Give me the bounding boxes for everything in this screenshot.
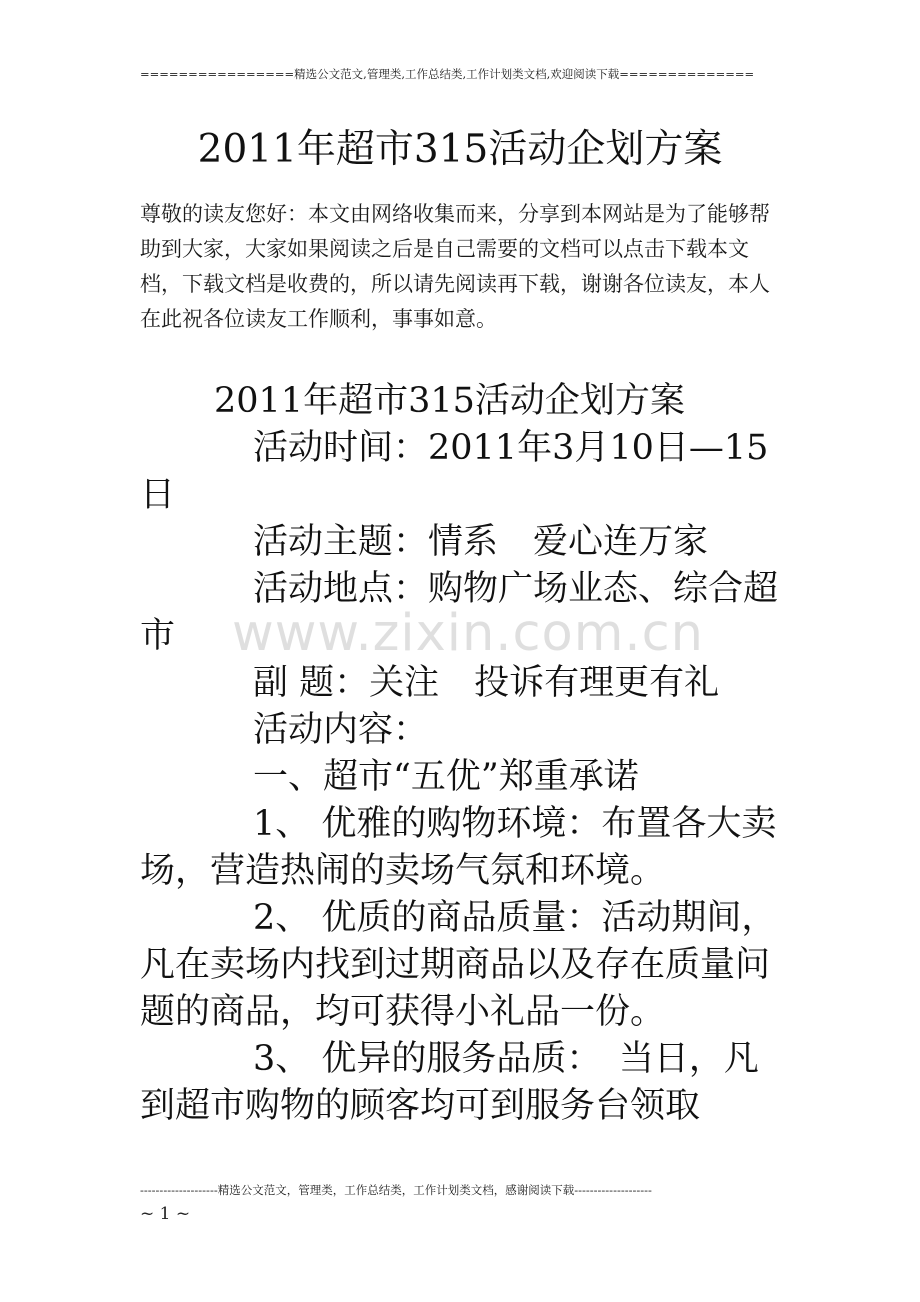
footer-banner: --------------------精选公文范文，管理类，工作总结类，工作计划类文档，感谢阅读下载-------------------- xyxy=(140,1183,652,1197)
paragraph-section-one: 一、超市“五优”郑重承诺 xyxy=(253,757,639,797)
paragraph-activity-theme: 活动主题：情系 爱心连万家 xyxy=(253,522,709,562)
paragraph-activity-content: 活动内容： xyxy=(253,710,429,750)
paragraph-item-1: 1、 优雅的购物环境：布置各大卖场，营造热闹的卖场气氛和环境。 xyxy=(140,804,777,891)
header-banner: ================精选公文范文,管理类,工作总结类,工作计划类文档,欢迎阅读下载============== xyxy=(140,67,755,81)
paragraph-item-3: 3、 优异的服务品质： 当日，凡到超市购物的顾客均可到服务台领取 xyxy=(140,1039,759,1126)
paragraph-activity-time: 活动时间：2011年3月10日—15日 xyxy=(140,428,769,515)
content-title: 2011年超市315活动企划方案 xyxy=(214,381,685,421)
paragraph-item-2: 2、 优质的商品质量：活动期间，凡在卖场内找到过期商品以及存在质量问题的商品，均可获得小礼品一份。 xyxy=(140,898,777,1032)
reader-notice: 尊敬的读友您好：本文由网络收集而来，分享到本网站是为了能够帮助到大家，大家如果阅读之后是自己需要的文档可以点击下载本文档，下载文档是收费的，所以请先阅读再下载，谢谢各位读友，本人在此祝各位读友工作顺利，事事如意。 xyxy=(140,202,770,331)
paragraph-subtitle: 副 题：关注 投诉有理更有礼 xyxy=(253,663,720,703)
paragraph-activity-location: 活动地点：购物广场业态、综合超市 xyxy=(140,569,779,656)
page-number: ~ 1 ~ xyxy=(140,1204,191,1224)
watermark: www.zixin.com.cn xyxy=(232,604,704,663)
document-body xyxy=(140,378,785,1130)
document-title: 2011年超市315活动企划方案 xyxy=(197,127,723,172)
